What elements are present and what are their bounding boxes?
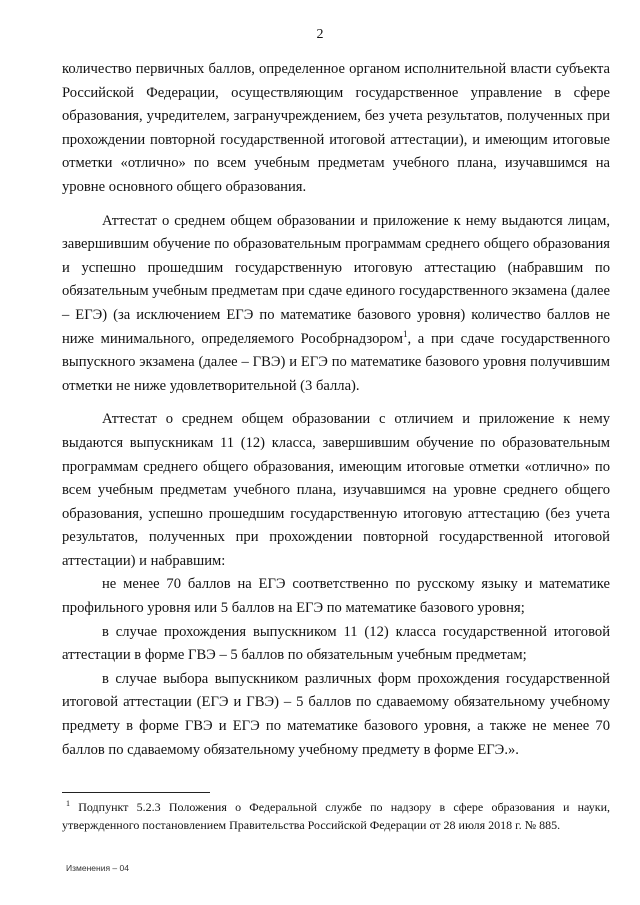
revision-mark: Изменения – 04 [66, 863, 129, 873]
paragraph-text: Аттестат о среднем общем образовании и приложение к нему выдаются лицам, завершившим обучение по образовательным программам среднего общего образования и успешно прошедшим государственную итоговую аттестацию (набравшим по обязательным учебным предметам при сдаче единого государственного экзамена (далее – ЕГЭ) (за исключением ЕГЭ по математике базового уровня) количество баллов не ниже минимального, определяемого Рособрнадзором [62, 212, 610, 347]
list-item-gve-scores: в случае прохождения выпускником 11 (12) класса государственной итоговой аттестации в форме ГВЭ – 5 баллов по обязательным учебным предметам; [62, 623, 610, 664]
footnote [62, 798, 610, 834]
paragraph-text: , а при сдаче государственного выпускного экзамена (далее – ГВЭ) и ЕГЭ по математике базового уровня получившим отметки не ниже удовлетворительной (3 балла). [62, 330, 610, 394]
paragraph-continuation: количество первичных баллов, определенное органом исполнительной власти субъекта Российской Федерации, осуществляющим государственное управление в сфере образования, учредителем, загранучреждением, без учета результатов, полученных при прохождении повторной государственной итоговой аттестации), и имеющим итоговые отметки «отлично» по всем учебным предметам учебного плана, изучавшимся на уровне основного общего образования. [62, 61, 610, 195]
paragraph-certificate-honors: Аттестат о среднем общем образовании с отличием и приложение к нему выдаются выпускникам 11 (12) класса, завершившим обучение по образовательным программам среднего общего образования, имеющим итоговые отметки «отлично» по всем учебным предметам учебного плана, изучавшимся на уровне среднего общего образования, успешно прошедшим государственную итоговую аттестацию (без учета результатов, полученных при прохождении повторной государственной итоговой аттестации) и набравшим: [62, 411, 610, 569]
paragraph-certificate [62, 210, 610, 399]
footnote-reference: 1 [402, 328, 408, 339]
page-number: 2 [316, 27, 324, 42]
document-body [62, 58, 610, 762]
list-item-mixed-forms: в случае выбора выпускником различных форм прохождения государственной итоговой аттестации (ЕГЭ и ГВЭ) – 5 баллов по сдаваемому обязательному учебному предмету в форме ГВЭ и ЕГЭ по математике базового уровня, а также не менее 70 баллов по сдаваемому обязательному учебному предмету в форме ЕГЭ.». [62, 670, 610, 758]
list-item-ege-scores: не менее 70 баллов на ЕГЭ соответственно по русскому языку и математике профильного уровня или 5 баллов на ЕГЭ по математике базового уровня; [62, 576, 610, 617]
footnote-divider [62, 792, 210, 793]
footnote-marker: 1 [66, 799, 70, 808]
footnote-text: Подпункт 5.2.3 Положения о Федеральной службе по надзору в сфере образования и науки, утвержденного постановлением Правительства Российской Федерации от 28 июля 2018 г. № 885. [62, 800, 610, 832]
